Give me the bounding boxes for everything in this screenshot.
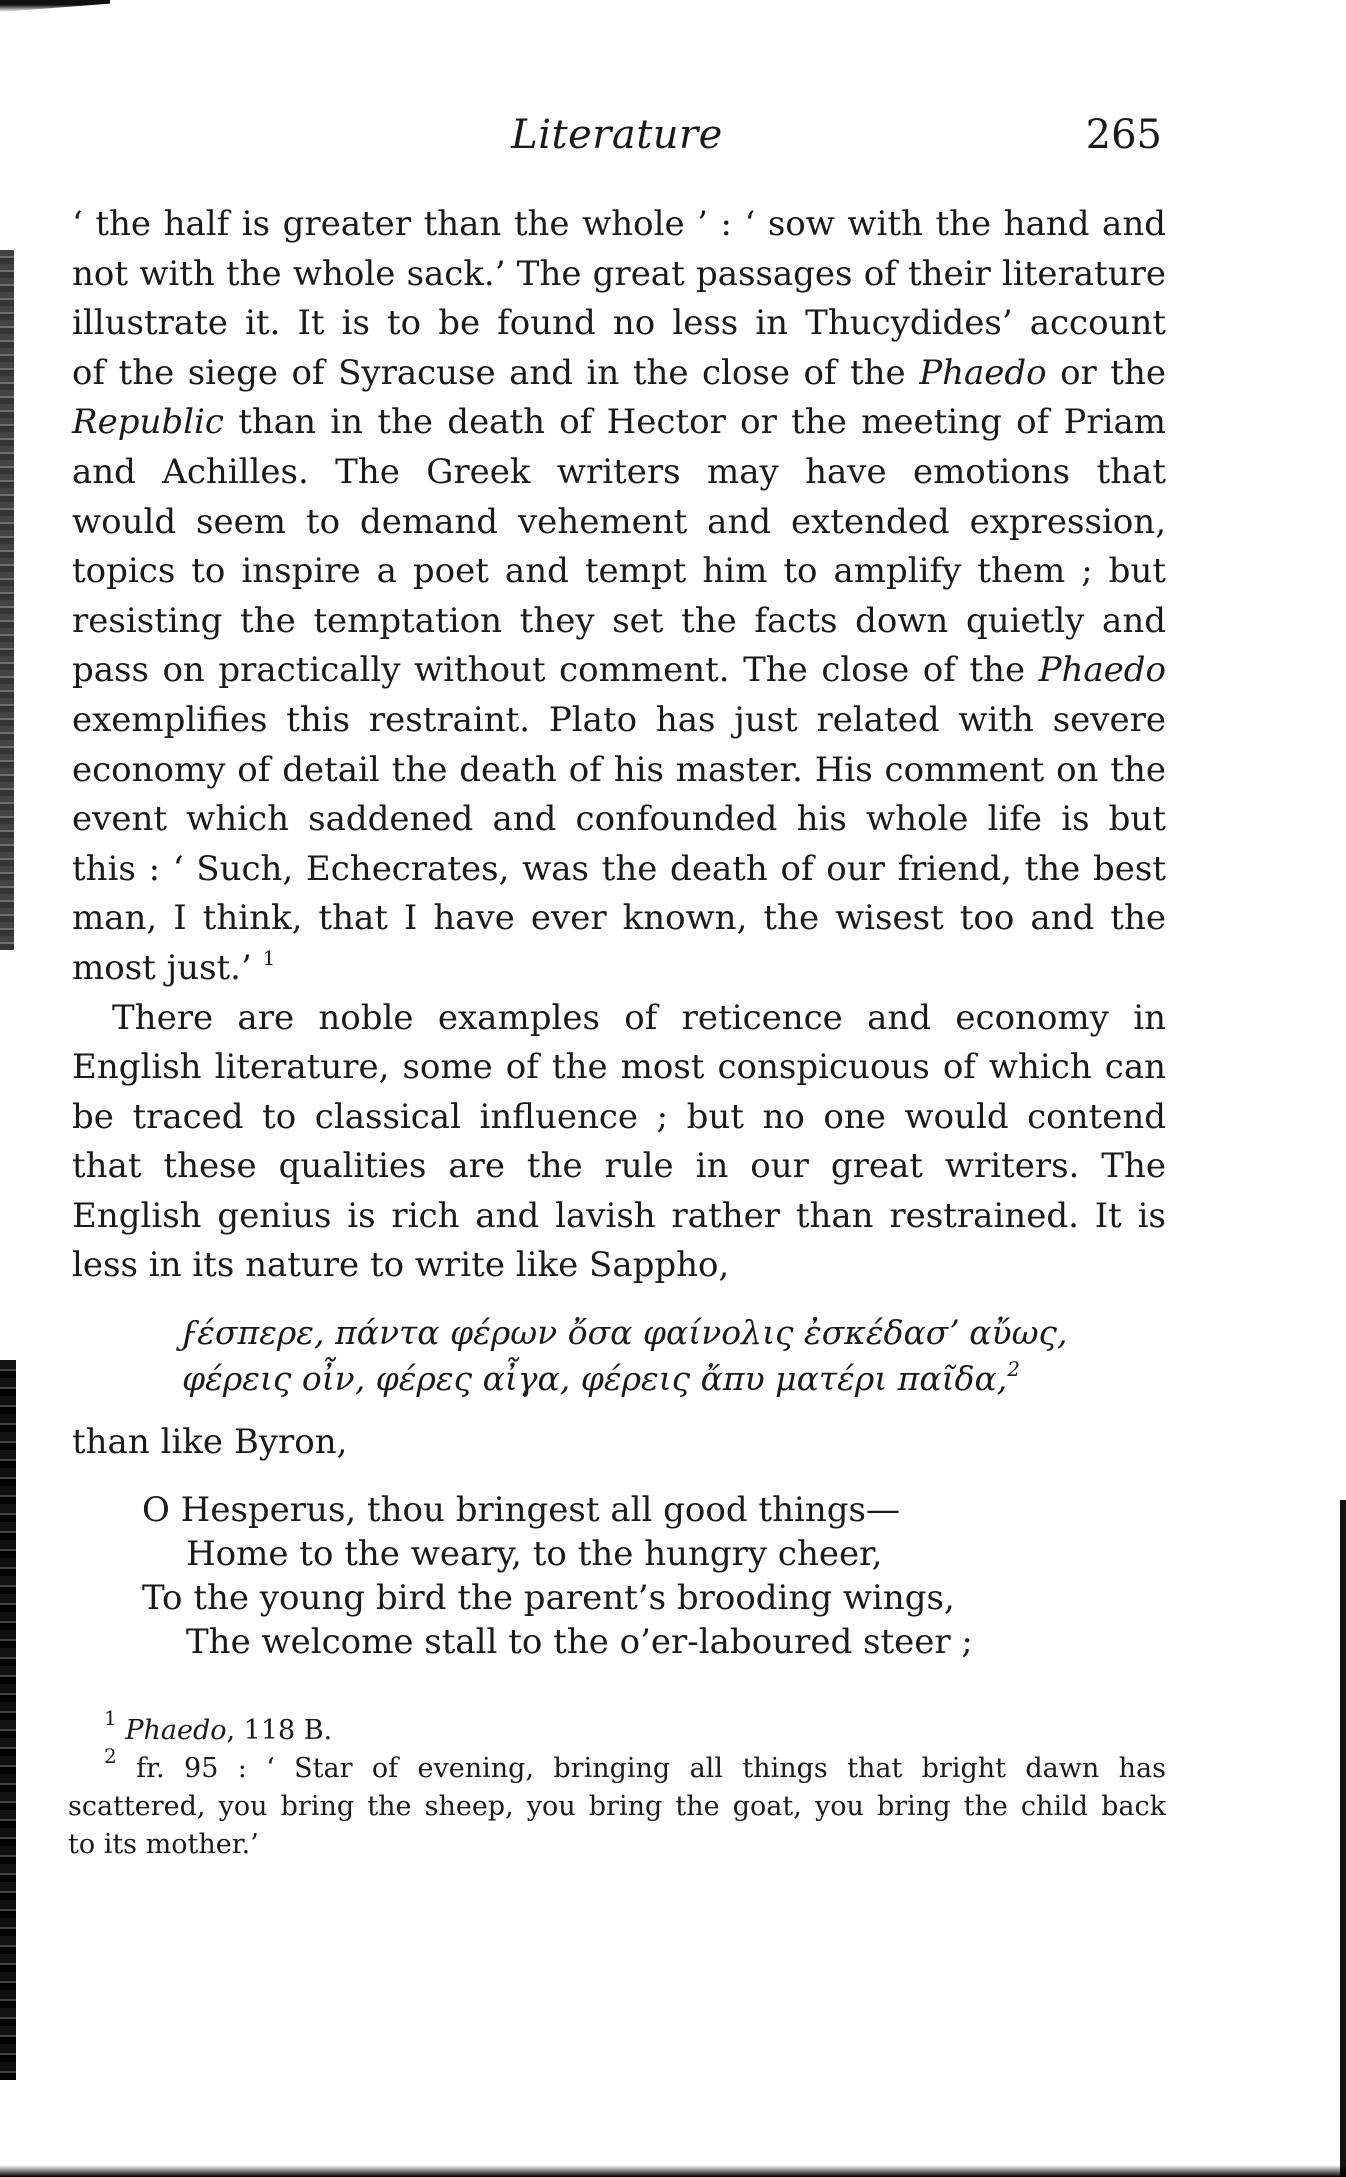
text-line: illustrate it. It is to be found no less in Thucydides’ account [72, 303, 1166, 344]
text-line: Republic than in the death of Hector or the meeting of Priam [72, 402, 1166, 443]
footnote-ref: 1 [262, 945, 276, 970]
work-title: Republic [72, 402, 224, 443]
transition-text: than like Byron, [72, 1422, 348, 1462]
scan-artifact-top [0, 0, 110, 12]
text-line: be traced to classical influence ; but no one would contend [72, 1096, 1166, 1137]
verse-line: O Hesperus, thou bringest all good things— [142, 1490, 900, 1530]
text-line: event which saddened and confounded his whole life is but [72, 799, 1166, 840]
text-line: less in its nature to write like Sappho, [72, 1245, 730, 1286]
work-title: Phaedo [919, 352, 1047, 393]
verse-line: φέρεις οἶν, φέρες αἶγα, φέρεις ἄπυ ματέρι παῖδα,$^2$ [182, 1357, 1020, 1398]
verse-line: To the young bird the parent’s brooding wings, [142, 1578, 955, 1618]
footnote-ref: 2 [1007, 1357, 1020, 1381]
footnote-mark: 2 [104, 1744, 117, 1768]
text-line: of the siege of Syracuse and in the close of the Phaedo or the [72, 352, 1166, 393]
footnote-line: to its mother.’ [68, 1829, 259, 1860]
text-line: that these qualities are the rule in our great writers. The [72, 1146, 1166, 1187]
text-line: There are noble examples of reticence and economy in [112, 997, 1166, 1038]
text-line: this : ‘ Such, Echecrates, was the death of our friend, the best [72, 848, 1166, 889]
text-line: pass on practically without comment. The close of the Phaedo [72, 650, 1166, 691]
scan-artifact-left-upper [0, 250, 14, 950]
text-line: topics to inspire a poet and tempt him to amplify them ; but [72, 551, 1166, 592]
text-line: would seem to demand vehement and extended expression, [72, 501, 1166, 542]
running-title: Literature [511, 112, 723, 158]
text-line: and Achilles. The Greek writers may have emotions that [72, 451, 1166, 492]
running-head [72, 112, 1162, 172]
verse-line: Home to the weary, to the hungry cheer, [186, 1534, 883, 1574]
text-line: most just.’ $^1$ [72, 945, 276, 988]
page-number: 265 [1085, 112, 1162, 158]
footnotes [68, 1706, 1166, 1864]
greek-quotation [182, 1310, 1067, 1402]
footnote-1: $^1$ Phaedo, 118 B. [104, 1706, 333, 1746]
verse-line: ϝέσπερε, πάντα φέρων ὄσα φαίνολις ἐσκέδασʼ αὔως, [182, 1313, 1068, 1352]
body-text [72, 200, 1166, 1291]
text-line: economy of detail the death of his master. His comment on the [72, 749, 1166, 790]
scan-artifact-left-lower [0, 1360, 16, 2080]
footnote-mark: 1 [104, 1706, 117, 1730]
byron-quotation [142, 1488, 973, 1664]
text-line: resisting the temptation they set the facts down quietly and [72, 600, 1166, 641]
text-line: English literature, some of the most conspicuous of which can [72, 1047, 1166, 1088]
text-line: man, I think, that I have ever known, the wisest too and the [72, 898, 1166, 939]
footnote-2: $^2$ fr. 95 : ‘ Star of evening, bringing all things that bright dawn has [104, 1744, 1166, 1784]
verse-line: The welcome stall to the o’er-laboured steer ; [186, 1622, 973, 1662]
scan-artifact-bottom [0, 2165, 1346, 2177]
footnote-line: scattered, you bring the sheep, you bring the goat, you bring the child back [68, 1791, 1166, 1822]
text-line: English genius is rich and lavish rather than restrained. It is [72, 1195, 1166, 1236]
text-line: ‘ the half is greater than the whole ’ : ‘ sow with the hand and [72, 204, 1166, 244]
text-line: exemplifies this restraint. Plato has just related with severe [72, 699, 1166, 740]
scan-artifact-right [1340, 1500, 1346, 2177]
work-title: Phaedo [1038, 650, 1166, 691]
text-line: not with the whole sack.’ The great passages of their literature [72, 253, 1166, 294]
